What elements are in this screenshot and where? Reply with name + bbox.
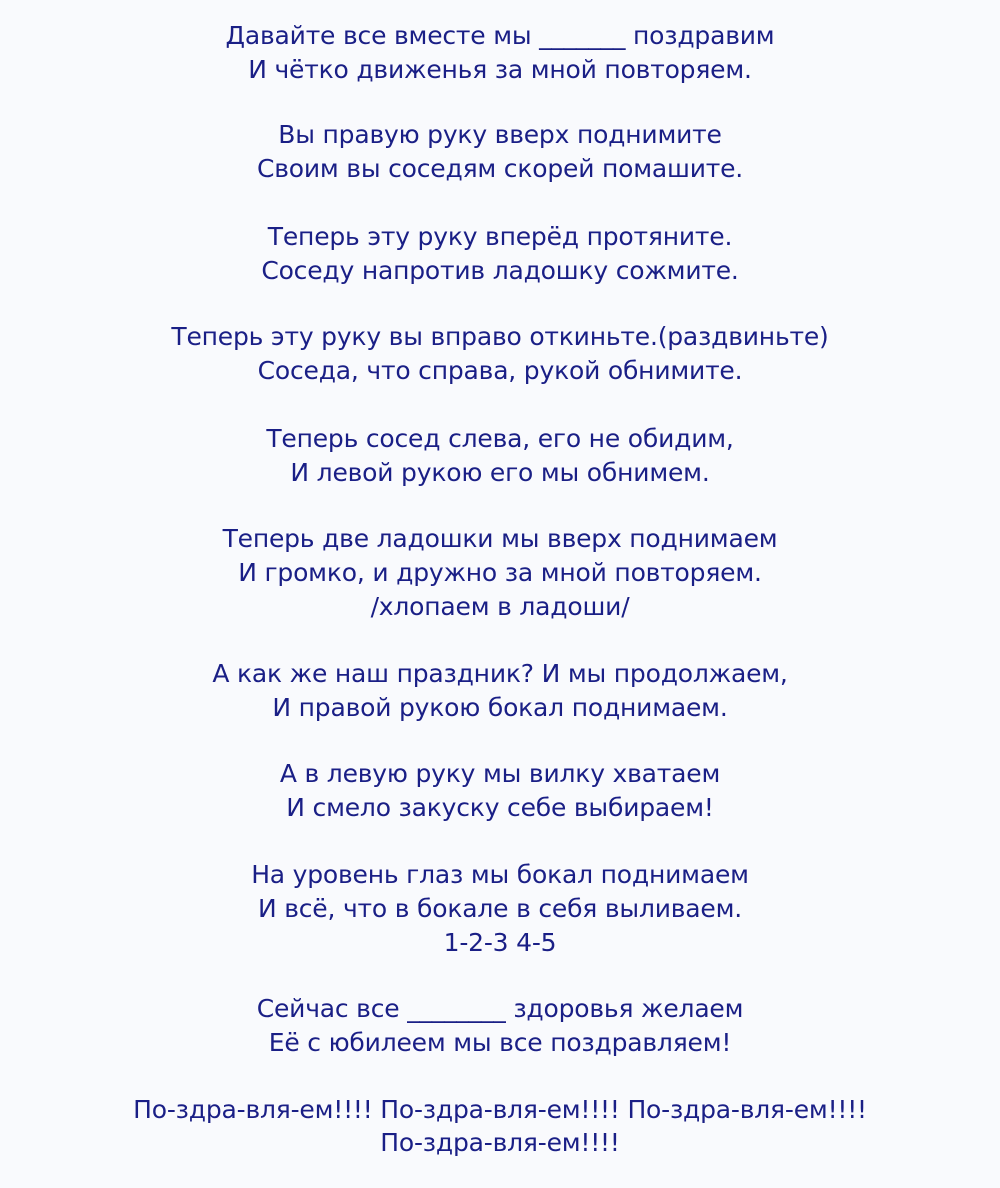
poem-line: Своим вы соседям скорей помашите. <box>256 154 744 183</box>
poem-line: Теперь эту руку вы вправо откиньте.(раздвиньте) <box>171 322 829 351</box>
poem-line: И правой рукою бокал поднимаем. <box>272 693 728 722</box>
poem-line: На уровень глаз мы бокал поднимаем <box>251 860 749 889</box>
poem-line: /хлопаем в ладоши/ <box>370 592 630 621</box>
poem-line: Вы правую руку вверх поднимите <box>278 120 722 149</box>
poem-line: Давайте все вместе мы _______ поздравим <box>225 21 775 50</box>
poem-line: И громко, и дружно за мной повторяем. <box>238 558 762 587</box>
poem-line: И смело закуску себе выбираем! <box>286 793 714 822</box>
poem-line: А как же наш праздник? И мы продолжаем, <box>212 659 788 688</box>
poem-line: Теперь две ладошки мы вверх поднимаем <box>222 524 778 553</box>
poem-line: Теперь эту руку вперёд протяните. <box>267 222 733 251</box>
poem-line: Теперь сосед слева, его не обидим, <box>266 424 734 453</box>
poem-line: 1-2-3 4-5 <box>443 928 557 957</box>
poem-line: Её с юбилеем мы все поздравляем! <box>268 1028 732 1057</box>
poem-line: Сейчас все ________ здоровья желаем <box>256 994 744 1023</box>
poem-line: И левой рукою его мы обнимем. <box>290 458 710 487</box>
poem-line: Соседа, что справа, рукой обнимите. <box>257 356 743 385</box>
poem-line: По-здра-вля-ем!!!! По-здра-вля-ем!!!! По-здра-вля-ем!!!! <box>133 1095 867 1124</box>
poem-line: И всё, что в бокале в себя выливаем. <box>257 894 743 923</box>
poem-line: По-здра-вля-ем!!!! <box>380 1128 620 1157</box>
poem-line: А в левую руку мы вилку хватаем <box>279 759 721 788</box>
poem-line: И чётко движенья за мной повторяем. <box>248 55 752 84</box>
poem-line: Соседу напротив ладошку сожмите. <box>261 256 739 285</box>
